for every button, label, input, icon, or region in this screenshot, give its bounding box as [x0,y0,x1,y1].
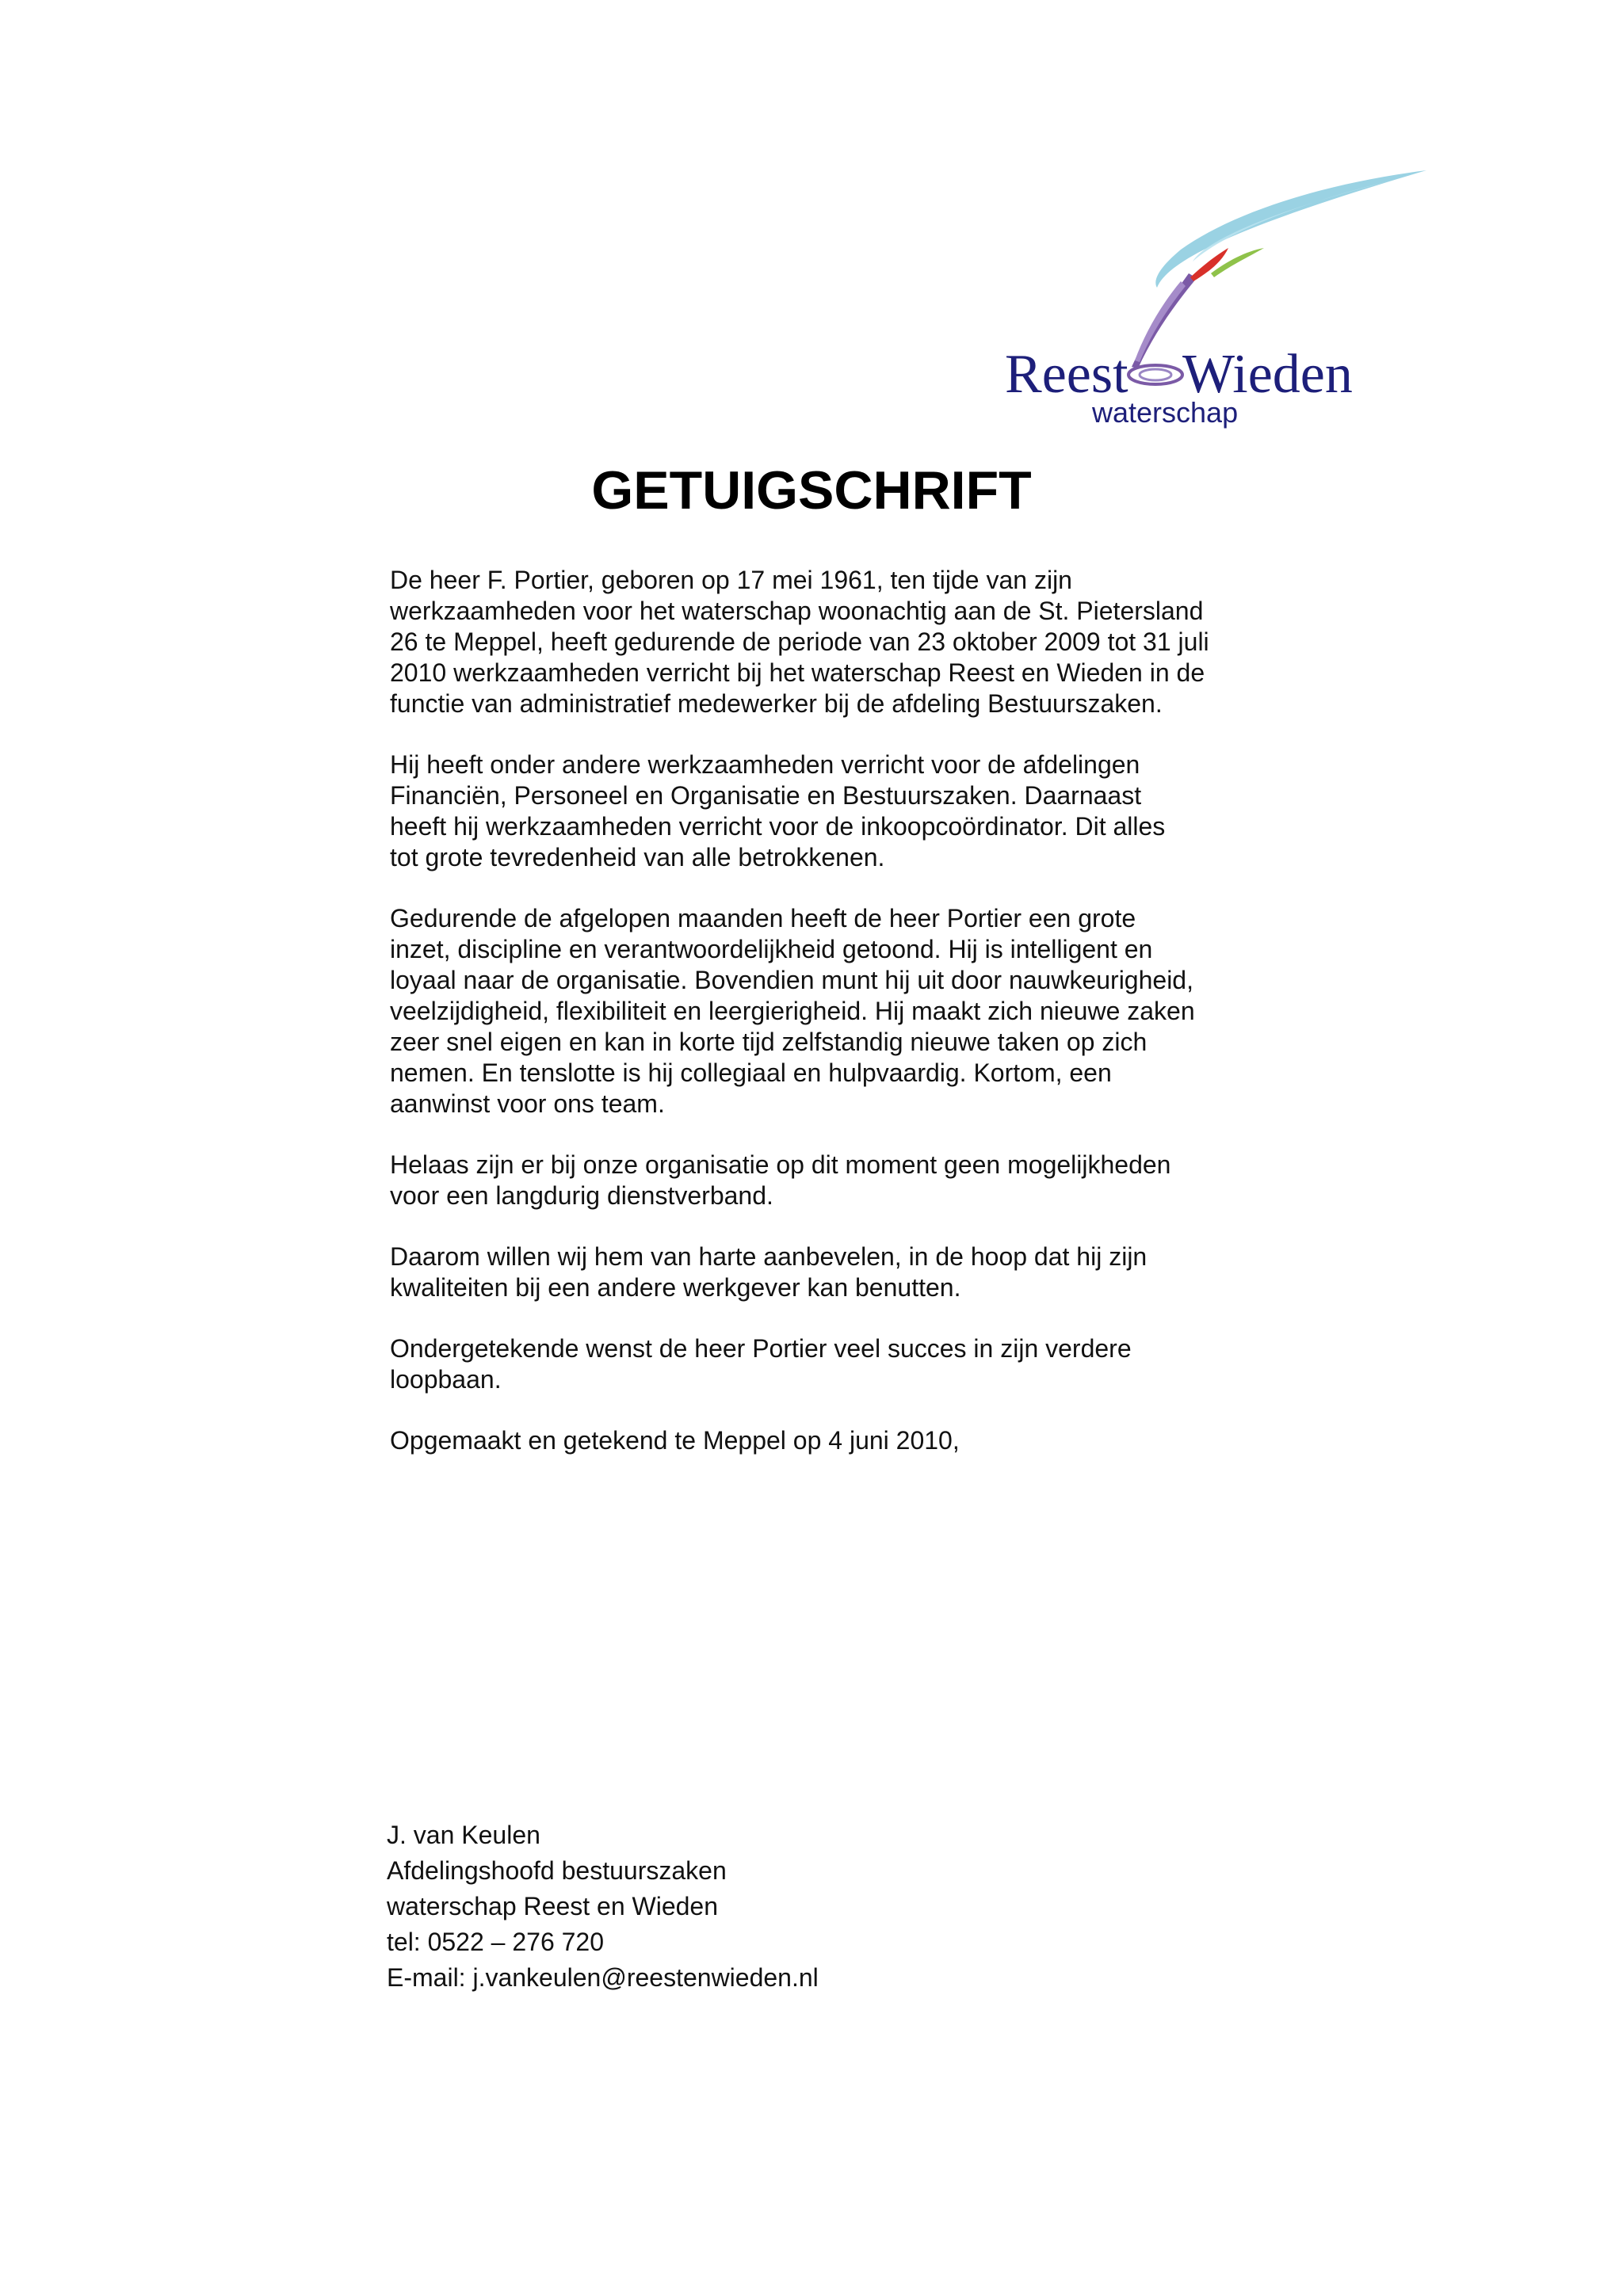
text-line: aanwinst voor ons team. [390,1089,665,1118]
logo-name-left: Reest [1005,344,1128,405]
logo-graphic [999,162,1442,432]
logo-swirl-inner [1140,369,1171,380]
text-line: heeft hij werkzaamheden verricht voor de inkoopcoördinator. Dit alles [390,812,1166,841]
document-title: GETUIGSCHRIFT [591,460,1032,521]
text-line: De heer F. Portier, geboren op 17 mei 1961, ten tijde van zijn [390,566,1072,594]
signatory-phone: tel: 0522 – 276 720 [387,1928,605,1956]
logo-name-right: Wieden [1182,344,1353,405]
text-line: Gedurende de afgelopen maanden heeft de heer Portier een grote [390,904,1136,933]
logo-green-leaf [1211,248,1264,277]
text-line: veelzijdigheid, flexibiliteit en leergierigheid. Hij maakt zich nieuwe zaken [390,997,1195,1025]
paragraph-no-vacancy [390,1150,1309,1211]
text-line: Ondergetekende wenst de heer Portier veel succes in zijn verdere [390,1334,1132,1363]
waterschap-logo [999,162,1442,432]
document-body [390,565,1309,1486]
signatory-organization: waterschap Reest en Wieden [387,1892,718,1920]
text-line: Financiën, Personeel en Organisatie en Bestuurszaken. Daarnaast [390,781,1142,810]
text-line: 2010 werkzaamheden verricht bij het waterschap Reest en Wieden in de [390,658,1205,687]
paragraph-recommendation [390,1241,1309,1303]
text-line: Hij heeft onder andere werkzaamheden verricht voor de afdelingen [390,750,1140,779]
signature-block [387,1817,819,1996]
text-line: Daarom willen wij hem van harte aanbevelen, in de hoop dat hij zijn [390,1242,1148,1271]
text-line: nemen. En tenslotte is hij collegiaal en hulpvaardig. Kortom, een [390,1058,1112,1087]
paragraph-duties [390,749,1309,873]
text-line: kwaliteiten bij een andere werkgever kan benutten. [390,1273,961,1302]
text-line: loopbaan. [390,1365,502,1394]
signatory-role: Afdelingshoofd bestuurszaken [387,1856,727,1885]
text-line: functie van administratief medewerker bij de afdeling Bestuurszaken. [390,689,1163,718]
text-line: Opgemaakt en getekend te Meppel op 4 juni 2010, [390,1426,960,1455]
text-line: Helaas zijn er bij onze organisatie op dit moment geen mogelijkheden [390,1150,1171,1179]
logo-stem-secondary [1135,281,1186,362]
paragraph-closing [390,1425,1309,1456]
text-line: inzet, discipline en verantwoordelijkheid getoond. Hij is intelligent en [390,935,1153,963]
text-line: loyaal naar de organisatie. Bovendien munt hij uit door nauwkeurigheid, [390,966,1193,994]
signatory-email: E-mail: j.vankeulen@reestenwieden.nl [387,1963,819,1992]
text-line: 26 te Meppel, heeft gedurende de periode van 23 oktober 2009 tot 31 juli [390,627,1209,656]
text-line: voor een langdurig dienstverband. [390,1181,773,1210]
text-line: werkzaamheden voor het waterschap woonachtig aan de St. Pietersland [390,597,1204,625]
logo-swoosh-inner [1193,180,1395,261]
signatory-name: J. van Keulen [387,1821,540,1849]
paragraph-wishes [390,1333,1309,1395]
logo-swoosh [1155,170,1426,288]
logo-subtitle: waterschap [1092,396,1239,429]
paragraph-evaluation [390,903,1309,1119]
paragraph-introduction [390,565,1309,719]
text-line: zeer snel eigen en kan in korte tijd zelfstandig nieuwe taken op zich [390,1028,1148,1056]
text-line: tot grote tevredenheid van alle betrokkenen. [390,843,885,871]
